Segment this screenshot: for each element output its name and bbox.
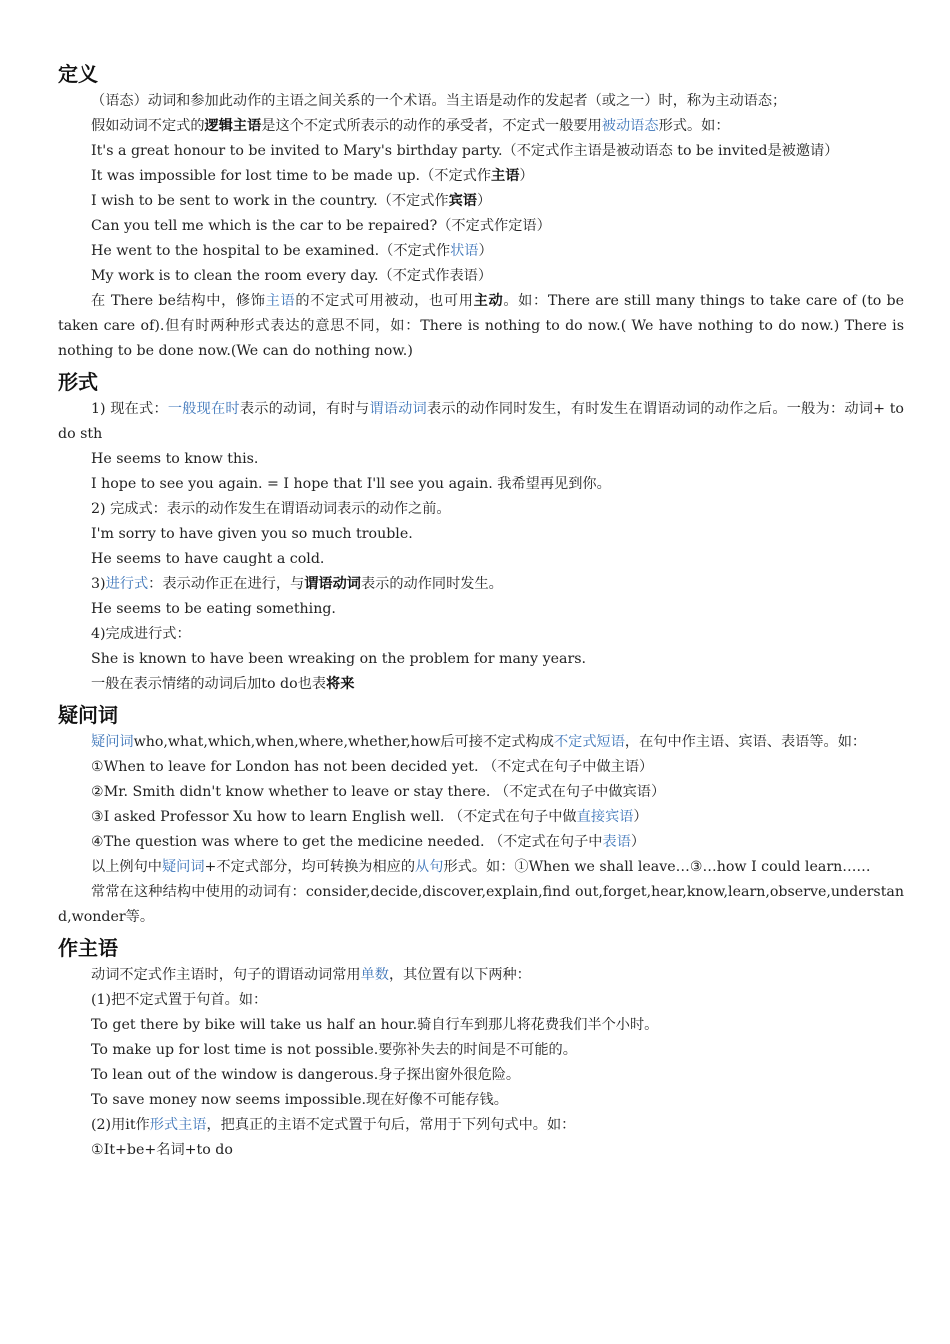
term-link[interactable]: 被动语态 [601,118,659,134]
term-link[interactable]: 状语 [450,243,479,259]
term-link[interactable]: 进行式 [105,576,149,592]
term-link[interactable]: 单数 [360,967,389,983]
example-line: I'm sorry to have given you so much trouble. [91,526,413,542]
section-heading-as-subject: 作主语 [58,936,118,960]
term-link[interactable]: 谓语动词 [369,401,427,417]
example-line: To lean out of the window is dangerous.身子探出窗外很危险。 [91,1067,521,1083]
example-line: ④The question was where to get the medicine needed. （不定式在句子中表语） [91,834,646,850]
paragraph: 以上例句中疑问词+不定式部分，均可转换为相应的从句形式。如：①When we shall leave…③…how I could learn…… [91,859,871,875]
example-line: He seems to know this. [91,451,259,467]
term-link[interactable]: 不定式短语 [553,734,625,750]
term-link[interactable]: 一般现在时 [167,401,240,417]
example-line: To get there by bike will take us half an hour.骑自行车到那儿将花费我们半个小时。 [91,1017,659,1033]
example-line: ①It+be+名词+to do [91,1142,233,1158]
paragraph: 动词不定式作主语时，句子的谓语动词常用单数，其位置有以下两种： [91,967,531,983]
paragraph: （语态）动词和参加此动作的主语之间关系的一个术语。当主语是动作的发起者（或之一）时，称为主动语态； [91,93,787,109]
paragraph: (1)把不定式置于句首。如： [91,992,268,1008]
paragraph: (2)用it作形式主语，把真正的主语不定式置于句后，常用于下列句式中。如： [91,1117,576,1133]
section-heading-forms: 形式 [58,370,98,394]
bold-term: 逻辑主语 [204,118,262,134]
paragraph: 假如动词不定式的逻辑主语是这个不定式所表示的动作的承受者，不定式一般要用被动语态形式。如： [91,118,730,134]
paragraph: 1) 现在式：一般现在时表示的动词，有时与谓语动词表示的动作同时发生，有时发生在谓语动词的动作之后。一般为：动词+ to do sth [58,401,904,442]
term-link[interactable]: 形式主语 [149,1117,207,1133]
paragraph: 在 There be结构中，修饰主语的不定式可用被动，也可用主动。如：There are still many things to take care of (to be taken care of).但有时两种形式表达的意思不同，如：There is nothing to do now.( We have nothing to do now.) There is nothing to be done now.(We can do nothing now.) [58,293,904,359]
paragraph: 3)进行式：表示动作正在进行，与谓语动词表示的动作同时发生。 [91,576,503,592]
section-heading-definition: 定义 [58,62,98,86]
example-line: I wish to be sent to work in the country.（不定式作宾语） [91,193,492,209]
example-line: She is known to have been wreaking on the problem for many years. [91,651,587,667]
document-body [58,56,904,1163]
bold-term: 将来 [326,676,355,692]
paragraph: It's a great honour to be invited to Mary's birthday party.（不定式作主语是被动语态 to be invited是被邀请） [91,143,839,159]
example-line: He went to the hospital to be examined.（不定式作状语） [91,243,493,259]
bold-term: 宾语 [448,193,477,209]
term-link[interactable]: 疑问词 [91,734,134,750]
bold-term: 主动 [473,293,504,309]
paragraph: 2) 完成式：表示的动作发生在谓语动词表示的动作之前。 [91,501,451,517]
example-line: ①When to leave for London has not been decided yet. （不定式在句子中做主语） [91,759,654,775]
example-line: ②Mr. Smith didn't know whether to leave or stay there. （不定式在句子中做宾语） [91,784,666,800]
term-link[interactable]: 从句 [415,859,444,875]
example-line: Can you tell me which is the car to be repaired?（不定式作定语） [91,218,551,234]
bold-term: 主语 [491,168,520,184]
example-line: I hope to see you again. = I hope that I'll see you again. 我希望再见到你。 [91,476,611,492]
term-link[interactable]: 直接宾语 [576,809,634,825]
example-line: He seems to be eating something. [91,601,336,617]
term-link[interactable]: 主语 [265,293,296,309]
example-line: To make up for lost time is not possible.要弥补失去的时间是不可能的。 [91,1042,577,1058]
paragraph: 常常在这种结构中使用的动词有：consider,decide,discover,explain,find out,forget,hear,know,learn,observe,understand,wonder等。 [58,884,904,925]
example-line: ③I asked Professor Xu how to learn English well. （不定式在句子中做直接宾语） [91,809,648,825]
example-line: To save money now seems impossible.现在好像不可能存钱。 [91,1092,508,1108]
example-line: It was impossible for lost time to be made up.（不定式作主语） [91,168,534,184]
bold-term: 谓语动词 [304,576,361,592]
term-link[interactable]: 疑问词 [161,859,205,875]
paragraph: 4)完成进行式： [91,626,191,642]
example-line: He seems to have caught a cold. [91,551,325,567]
paragraph: 疑问词who,what,which,when,where,whether,how后可接不定式构成不定式短语，在句中作主语、宾语、表语等。如： [91,734,867,750]
term-link[interactable]: 表语 [602,834,631,850]
paragraph: 一般在表示情绪的动词后加to do也表将来 [91,676,355,692]
example-line: My work is to clean the room every day.（不定式作表语） [91,268,493,284]
section-heading-interrogatives: 疑问词 [58,703,118,727]
